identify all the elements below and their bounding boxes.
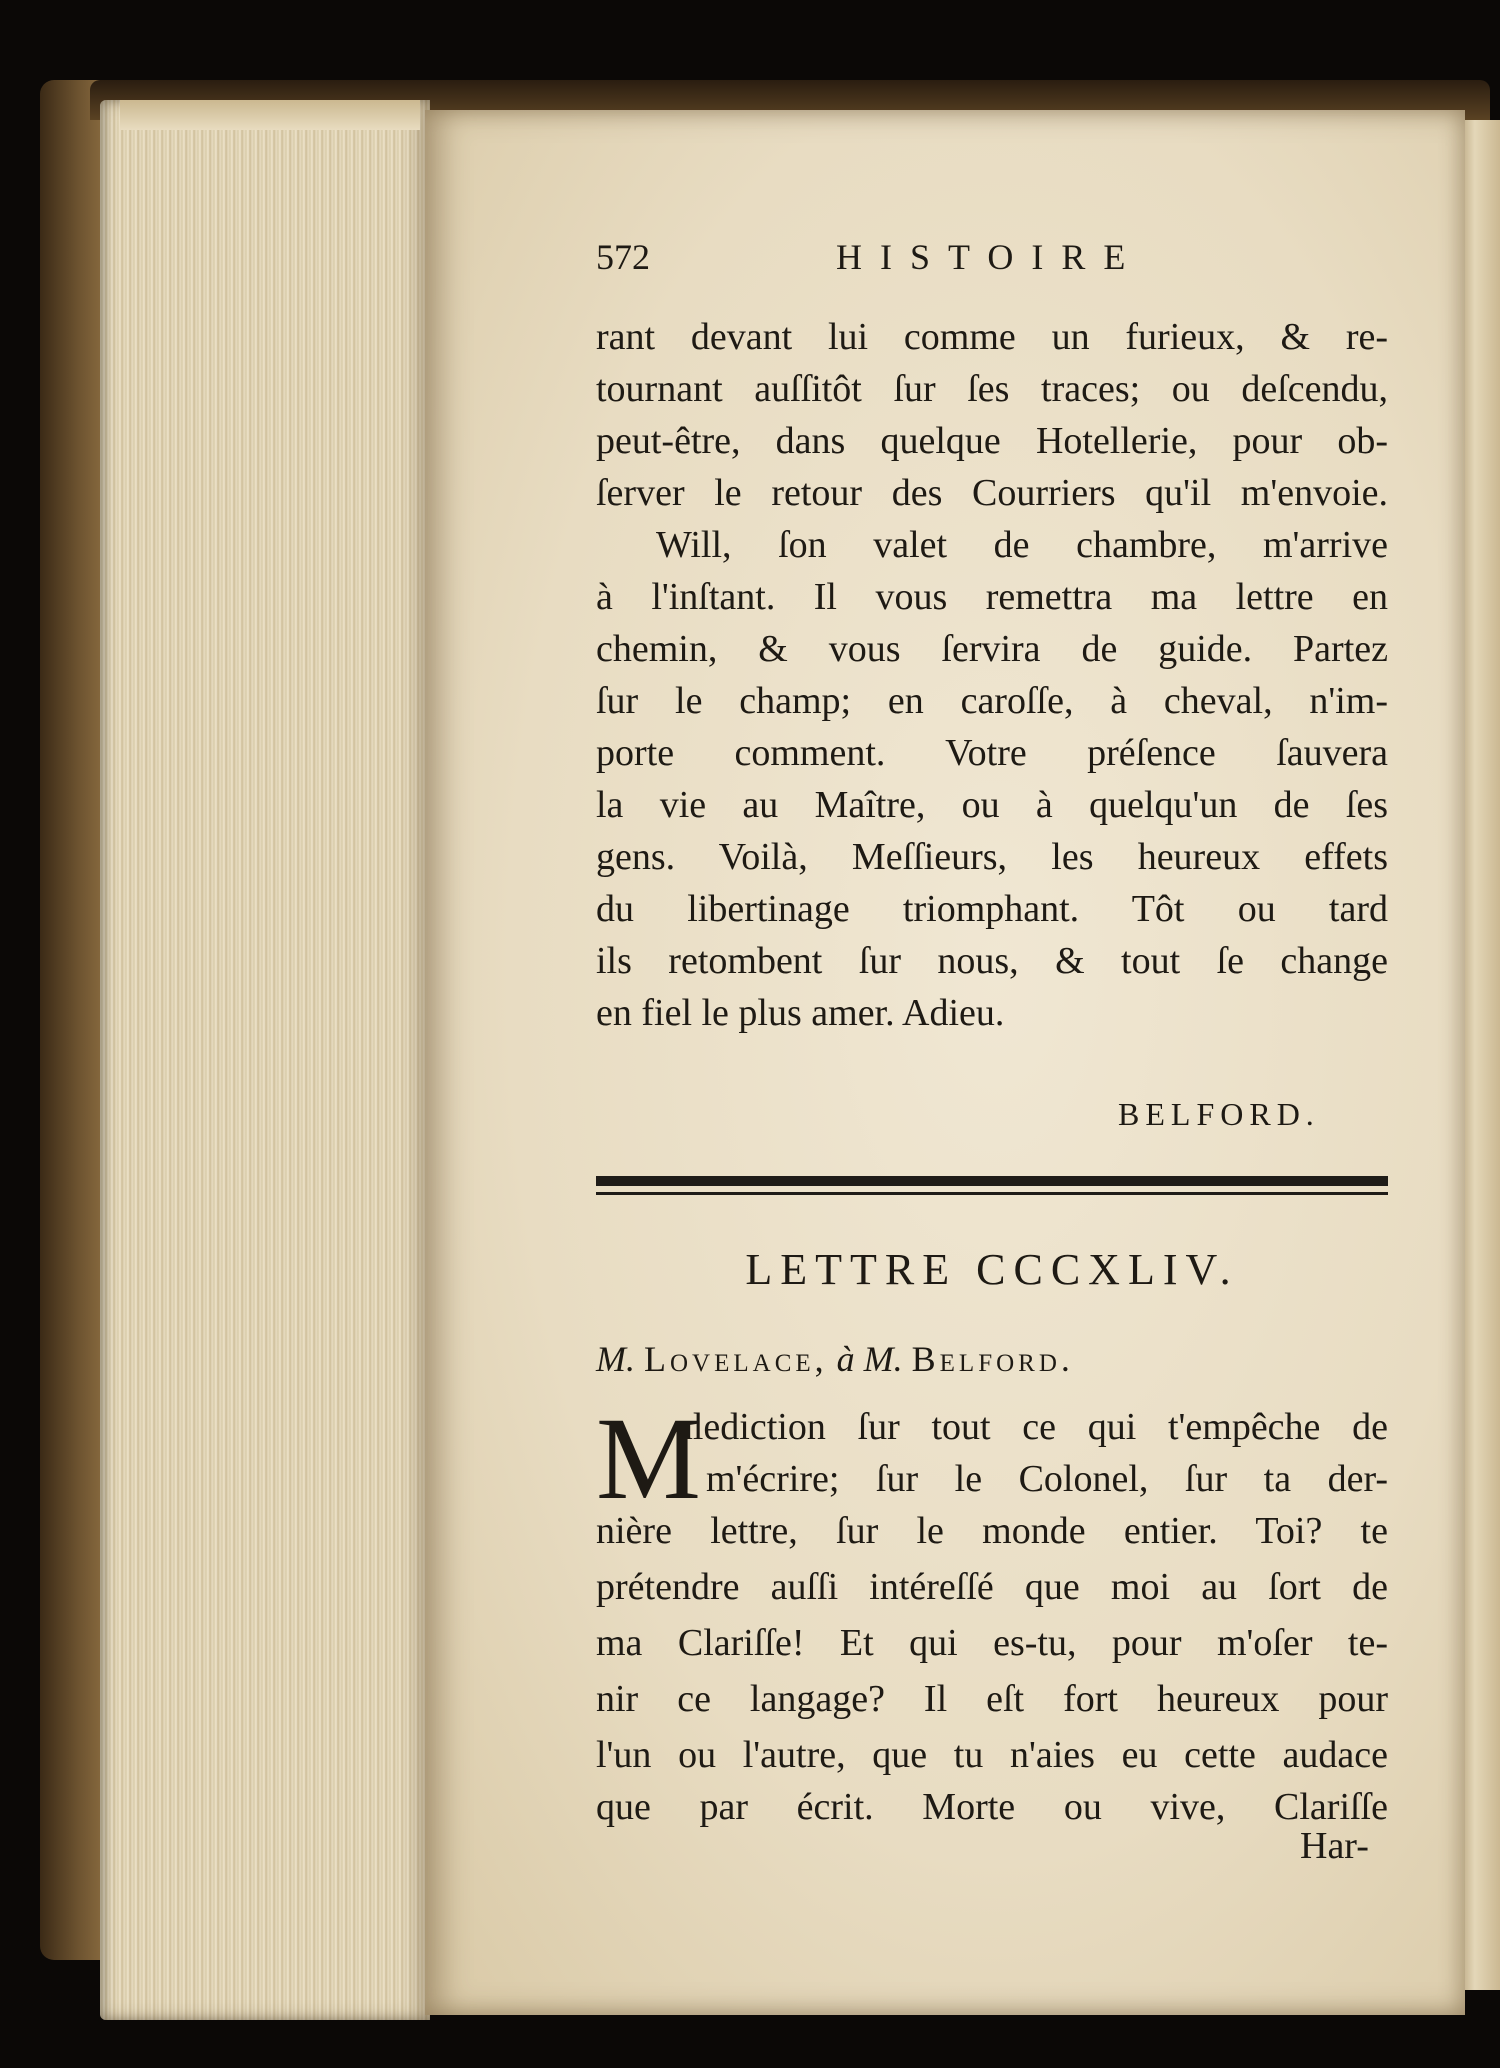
text-line: alediction ſur tout ce qui t'empêche de (676, 1406, 1388, 1448)
text-line: ma Clariſſe! Et qui es-tu, pour m'oſer te- (596, 1622, 1388, 1664)
catchword: Har- (1300, 1825, 1369, 1867)
text-line: nière lettre, ſur le monde entier. Toi? te (596, 1510, 1388, 1552)
to-name: Belford. (911, 1339, 1074, 1379)
to-prefix: M. (863, 1339, 903, 1379)
page-stack-top (120, 100, 420, 130)
section-rule-thin (596, 1192, 1388, 1195)
address-connector: à (836, 1339, 855, 1379)
text-line: Will, ſon valet de chambre, m'arrive (656, 524, 1388, 566)
page-stack-edges (100, 100, 430, 2020)
letter-heading: LETTRE CCCXLIV. (745, 1245, 1239, 1294)
text-line: ſerver le retour des Courriers qu'il m'envoie. (596, 472, 1388, 514)
running-title: HISTOIRE (836, 237, 1144, 277)
text-line: rant devant lui comme un furieux, & re- (596, 316, 1388, 358)
section-rule-thick (596, 1176, 1388, 1186)
text-line: en fiel le plus amer. Adieu. (596, 992, 1005, 1034)
text-line: prétendre auſſi intéreſſé que moi au ſort de (596, 1566, 1388, 1608)
text-line: l'un ou l'autre, que tu n'aies eu cette audace (596, 1734, 1388, 1776)
text-line: que par écrit. Morte ou vive, Clariſſe (596, 1786, 1388, 1828)
text-line: nir ce langage? Il eſt fort heureux pour (596, 1678, 1388, 1720)
text-line: du libertinage triomphant. Tôt ou tard (596, 888, 1388, 930)
text-line: à l'inſtant. Il vous remettra ma lettre en (596, 576, 1388, 618)
text-line: m'écrire; ſur le Colonel, ſur ta der- (706, 1458, 1388, 1500)
text-line: ils retombent ſur nous, & tout ſe change (596, 940, 1388, 982)
text-line: peut-être, dans quelque Hotellerie, pour ob- (596, 420, 1388, 462)
text-line: porte comment. Votre préſence ſauvera (596, 732, 1388, 774)
text-line: tournant auſſitôt ſur ſes traces; ou deſcendu, (596, 368, 1388, 410)
text-line: la vie au Maître, ou à quelqu'un de ſes (596, 784, 1388, 826)
running-head (596, 236, 1256, 286)
from-prefix: M. (596, 1339, 635, 1379)
text-line: chemin, & vous ſervira de guide. Partez (596, 628, 1388, 670)
text-line: ſur le champ; en caroſſe, à cheval, n'im- (596, 680, 1388, 722)
text-line: gens. Voilà, Meſſieurs, les heureux effets (596, 836, 1388, 878)
letter-signature: BELFORD. (1118, 1096, 1320, 1132)
letter-address (596, 1338, 1388, 1388)
page-number: 572 (596, 237, 650, 277)
drop-cap: M (596, 1393, 701, 1524)
from-name: Lovelace, (644, 1339, 828, 1379)
